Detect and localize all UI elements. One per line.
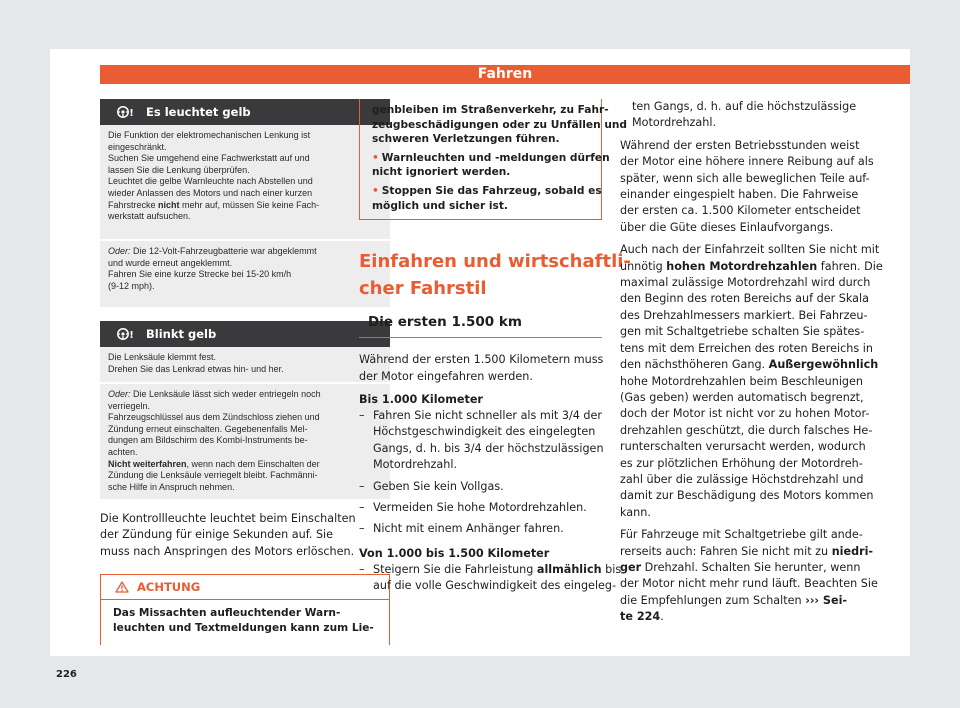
text-line: der Motor eine höhere innere Reibung auf als <box>620 155 874 169</box>
text-line: – Vermeiden Sie hohe Motordrehzahlen. <box>359 501 587 514</box>
text-line: und wurde erneut angeklemmt. <box>108 257 233 268</box>
column-right <box>620 99 883 626</box>
text-line: eingeschränkt. <box>108 141 167 152</box>
svg-text:!: ! <box>129 108 134 119</box>
text-line: verriegeln. <box>108 400 151 411</box>
text-line: Die Kontrollleuchte leuchtet beim Einschalten <box>100 512 356 525</box>
info-box-title: Es leuchtet gelb <box>146 105 251 119</box>
text-line: Das Missachten aufleuchtender Warn- <box>113 607 341 620</box>
page-reference-link[interactable]: te 224 <box>620 610 661 624</box>
text-line: einander eingespielt haben. Die Fahrweise <box>620 188 859 202</box>
steering-warning-icon <box>116 326 132 342</box>
text-line: der Motor nicht mehr rund läuft. Beachten Sie <box>620 577 878 591</box>
text-line: Auch nach der Einfahrzeit sollten Sie nicht mit <box>620 243 880 257</box>
info-box-body <box>100 347 390 499</box>
text-line <box>108 200 382 212</box>
bullet-item <box>372 184 602 199</box>
text-line: hohe Motordrehzahlen beim Beschleunigen <box>620 374 864 388</box>
text-line: (Gas geben) werden automatisch begrenzt, <box>620 390 864 404</box>
warning-box-continued <box>359 99 628 220</box>
text-line: doch der Motor ist nicht vor zu hohen Motor- <box>620 407 870 421</box>
dash-list <box>359 408 602 538</box>
text-span: Geben Sie kein Vollgas. <box>373 479 504 493</box>
text-line: ten Gangs, d. h. auf die höchstzulässige <box>632 100 857 113</box>
bullet-item <box>372 151 610 166</box>
text-line: – Nicht mit einem Anhänger fahren. <box>359 522 564 536</box>
info-box-steady <box>100 99 390 307</box>
warning-triangle-icon <box>115 581 129 593</box>
bullet-icon: • <box>372 184 379 197</box>
text-line: – Steigern Sie die Fahrleistung allmählich bis <box>359 562 622 576</box>
text-line: werkstatt aufsuchen. <box>108 211 191 222</box>
text-span: Die 12-Volt-Fahrzeugbatterie war abgeklemmt <box>130 246 317 256</box>
text-line: lassen Sie die Lenkung überprüfen. <box>108 164 250 175</box>
text-span-bold: ger <box>620 560 642 574</box>
text-span-bold: nicht <box>158 199 180 210</box>
text-line <box>620 609 862 625</box>
text-line: Während der ersten 1.500 Kilometern muss <box>359 353 604 367</box>
text-line <box>620 259 883 275</box>
text-line: der Zündung für einige Sekunden auf. Sie <box>100 528 334 542</box>
text-span-italic: Oder: <box>108 389 131 399</box>
text-line: es zur plötzlichen Erhöhung der Motordreh- <box>620 456 863 470</box>
text-line: nicht ignoriert werden. <box>372 166 511 179</box>
text-span: rerseits auch: Fahren Sie nicht mit zu <box>620 544 832 558</box>
svg-text:!: ! <box>129 330 134 341</box>
text-line: möglich und sicher ist. <box>372 199 508 212</box>
list-item <box>359 500 602 516</box>
manual-page <box>50 49 910 680</box>
warning-box <box>100 574 390 645</box>
text-span-bold: Außergewöhnlich <box>768 358 879 372</box>
text-span-italic: Oder: <box>108 246 131 256</box>
text-span: Drehzahl. Schalten Sie herunter, wenn <box>641 560 861 574</box>
info-box-header <box>100 99 390 125</box>
text-line: dungen am Bildschirm des Kombi-Instruments be- <box>108 435 308 446</box>
text-line: damit zur Beschädigung des Motors kommen <box>620 489 874 503</box>
warning-header <box>101 575 389 600</box>
text-span: den nächsthöheren Gang. <box>620 358 769 372</box>
text-line: der Motor eingefahren werden. <box>359 369 533 383</box>
column-left <box>56 99 390 680</box>
info-box-blinking <box>100 321 390 499</box>
text-line: Zündung erneut einschalten. Gegebenenfalls Mel- <box>108 423 308 434</box>
list-item <box>359 521 602 537</box>
text-line: später, wenn sich alle beweglichen Teile auf- <box>620 171 870 185</box>
text-line: Die Funktion der elektromechanischen Lenkung ist <box>108 130 311 140</box>
info-cell <box>100 384 390 499</box>
info-cell <box>100 125 390 241</box>
text-span: Fahren Sie nicht schneller als mit 3/4 der <box>373 408 603 422</box>
text-line: muss nach Anspringen des Motors erlöschen. <box>100 544 355 558</box>
text-line: Fahren Sie eine kurze Strecke bei 15-20 km/h <box>108 269 292 280</box>
section-header: Fahren <box>100 65 910 84</box>
text-line: Zündung die Lenksäule verriegelt bleibt. Fachmänni- <box>108 470 318 481</box>
info-cell <box>100 241 390 307</box>
warning-body <box>101 600 389 645</box>
text-span-bold: allmählich <box>536 562 602 576</box>
info-box-title: Blinkt gelb <box>146 327 217 341</box>
text-span: . <box>660 610 664 624</box>
text-line: Leuchtet die gelbe Warnleuchte nach Abstellen und <box>108 176 313 187</box>
text-span: mehr auf, müssen Sie keine Fach- <box>179 199 320 210</box>
text-line: Suchen Sie umgehend eine Fachwerkstatt auf und <box>108 153 310 164</box>
list-item <box>359 479 602 495</box>
text-span: fahren. Die <box>817 259 883 273</box>
text-line: zeugbeschädigungen oder zu Unfällen und <box>372 118 628 131</box>
text-span: unnötig <box>620 259 667 273</box>
page-reference-link[interactable]: ››› Sei- <box>805 593 848 607</box>
warning-body <box>360 99 628 219</box>
text-line: Drehen Sie das Lenkrad etwas hin- und her. <box>108 363 284 374</box>
text-line: Motordrehzahl. <box>373 458 458 472</box>
text-line: Einfahren und wirtschaftli- <box>359 251 631 273</box>
page-number: 226 <box>56 669 77 680</box>
list-item <box>359 408 602 474</box>
steering-warning-icon <box>116 104 132 120</box>
text-span: die Empfehlungen zum Schalten <box>620 593 806 607</box>
text-line: maximal zulässige Motordrehzahl wird durch <box>620 276 871 290</box>
text-line: der ersten ca. 1.500 Kilometer entscheidet <box>620 204 861 218</box>
text-line <box>620 544 874 560</box>
section-title <box>359 248 631 302</box>
text-line: gen mit Schaltgetriebe schalten Sie spätes- <box>620 325 865 339</box>
text-span: Die Lenksäule lässt sich weder entriegeln noch <box>130 389 321 399</box>
text-line: Während der ersten Betriebsstunden weist <box>620 138 860 152</box>
text-span: Steigern Sie die Fahrleistung <box>373 562 537 576</box>
text-line: – Geben Sie kein Vollgas. <box>359 479 504 493</box>
text-line <box>108 389 382 401</box>
text-span: Fahrstrecke <box>108 199 159 210</box>
text-line: achten. <box>108 446 138 457</box>
text-span: Nicht mit einem Anhänger fahren. <box>373 522 564 536</box>
text-line: drehzahlen geschützt, die durch falsches He- <box>620 423 873 437</box>
text-span-bold: Nicht weiterfahren <box>108 458 187 469</box>
list-item <box>359 562 622 595</box>
warning-title: ACHTUNG <box>137 580 201 595</box>
body-paragraph <box>620 527 878 625</box>
text-line: kann. <box>620 505 651 519</box>
text-line: Höchstgeschwindigkeit des eingelegten <box>373 425 596 439</box>
text-line: genbleiben im Straßenverkehr, zu Fahr- <box>372 104 609 116</box>
text-span: Vermeiden Sie hohe Motordrehzahlen. <box>373 501 587 514</box>
text-line <box>108 246 382 258</box>
info-cell <box>100 347 390 384</box>
text-line <box>620 560 862 576</box>
text-line: cher Fahrstil <box>359 278 487 300</box>
text-span: Stoppen Sie das Fahrzeug, sobald es <box>381 184 602 197</box>
text-line: den Beginn des roten Bereichs auf der Skala <box>620 292 869 306</box>
text-line <box>620 357 879 373</box>
info-box-body <box>100 125 390 307</box>
text-line: wieder Anlassen des Motors und nach einer kurzen <box>108 187 313 198</box>
text-line: Motordrehzahl. <box>632 116 717 130</box>
section-subtitle: Die ersten 1.500 km <box>359 310 602 338</box>
text-line <box>108 459 382 471</box>
text-span: , wenn nach dem Einschalten der <box>186 458 320 469</box>
text-line: Für Fahrzeuge mit Schaltgetriebe gilt ande- <box>620 528 863 542</box>
text-line: leuchten und Textmeldungen kann zum Lie- <box>113 621 374 634</box>
body-paragraph <box>620 242 883 521</box>
info-box-header <box>100 321 390 347</box>
text-line: (9-12 mph). <box>108 280 155 291</box>
subheading: Bis 1.000 Kilometer <box>359 392 483 406</box>
text-line: tens mit dem Erreichen des roten Bereichs in <box>620 341 873 355</box>
subheading: Von 1.000 bis 1.500 Kilometer <box>359 546 550 560</box>
text-line: zahl über die zulässige Höchstdrehzahl und <box>620 472 864 486</box>
text-line: Fahrzeugschlüssel aus dem Zündschloss ziehen und <box>108 412 320 423</box>
body-paragraph <box>359 352 602 385</box>
text-line: Gangs, d. h. bis 3/4 der höchstzulässigen <box>373 441 604 455</box>
text-span-bold: niedri- <box>831 544 874 558</box>
text-line: auf die volle Geschwindigkeit des eingeleg- <box>373 579 617 593</box>
text-span-bold: hohen Motordrehzahlen <box>666 259 818 273</box>
text-line: des Drehzahlmessers markiert. Bei Fahrzeu- <box>620 308 868 322</box>
body-paragraph <box>100 511 390 560</box>
text-line: über die Güte dieses Einlaufvorgangs. <box>620 220 834 234</box>
text-line: – Fahren Sie nicht schneller als mit 3/4 der <box>359 408 603 422</box>
bullet-icon: • <box>372 151 379 164</box>
text-line: Die Lenksäule klemmt fest. <box>108 352 217 362</box>
text-line <box>620 593 862 609</box>
text-span: Warnleuchten und -meldungen dürfen <box>381 151 610 164</box>
continued-list-item <box>620 99 862 132</box>
text-line: schweren Verletzungen führen. <box>372 133 560 146</box>
column-middle <box>359 99 631 595</box>
text-line: sche Hilfe in Anspruch nehmen. <box>108 481 235 492</box>
body-paragraph <box>620 138 874 236</box>
text-line: runterschalten verursacht werden, wodurch <box>620 440 866 454</box>
text-span: bis <box>601 562 622 576</box>
